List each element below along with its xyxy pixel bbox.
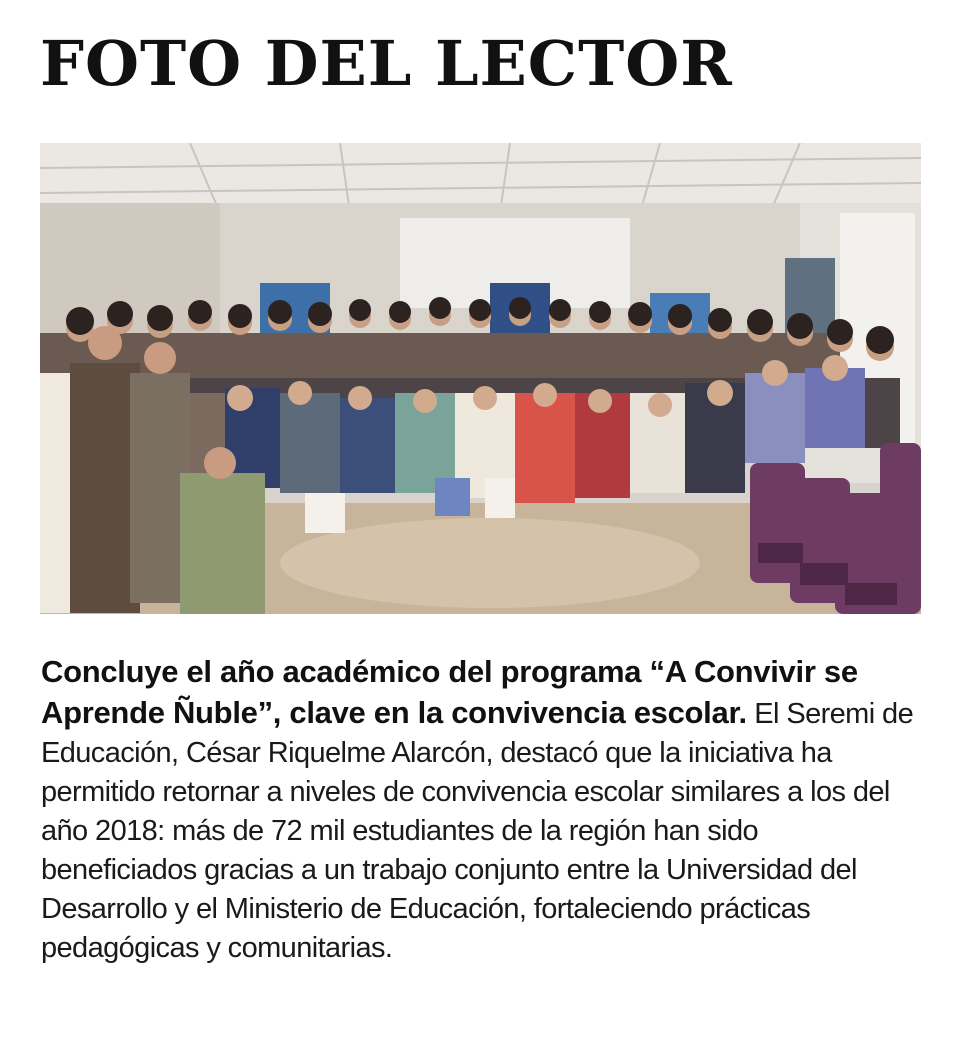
group-photo [40,143,921,614]
group-photo-illustration [40,143,921,614]
section-title: FOTO DEL LECTOR [40,27,733,100]
article-caption [41,652,919,968]
article-body: El Seremi de Educación, César Riquelme Alarcón, destacó que la iniciativa ha permitido retornar a niveles de convivencia escolar similares a los del año 2018: más de 72 mil estudiantes de la región han sido beneficiados gracias a un trabajo conjunto entre la Universidad del Desarrollo y el Ministerio de Educación, fortaleciendo prácticas pedagógicas y comunitarias. [41,698,914,964]
ceiling [40,143,921,213]
article-headline: Concluye el año académico del programa “A Convivir se Aprende Ñuble”, clave en la convivencia escolar. [41,654,858,730]
